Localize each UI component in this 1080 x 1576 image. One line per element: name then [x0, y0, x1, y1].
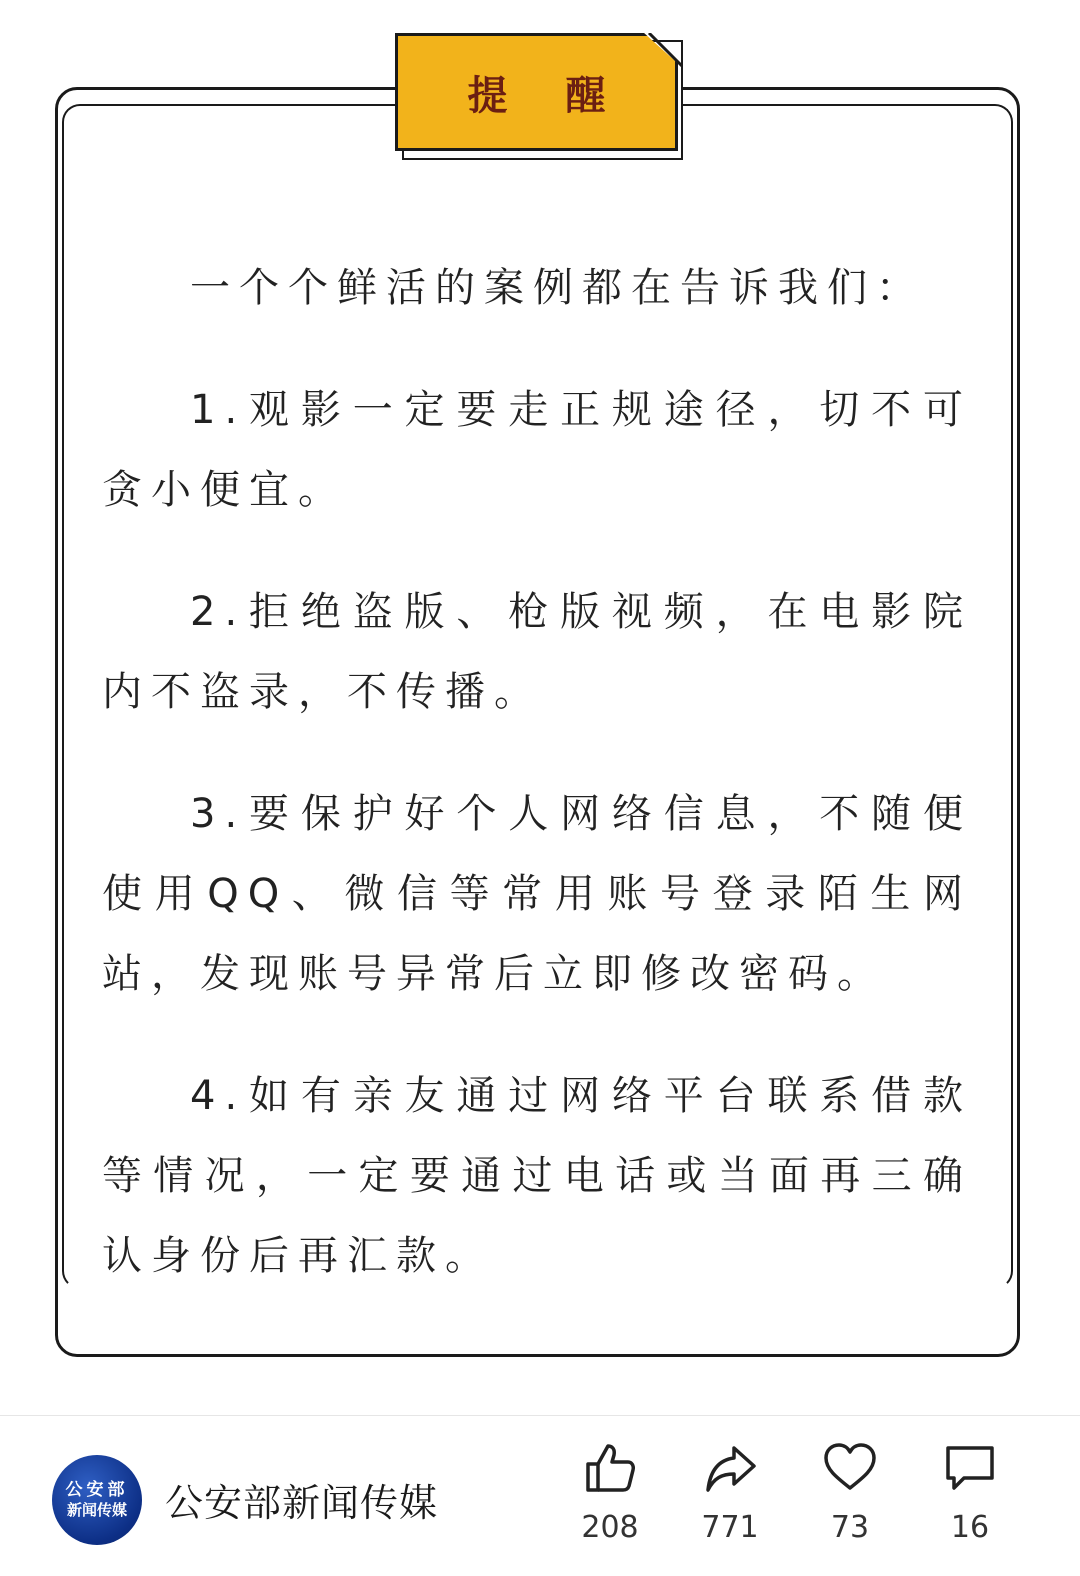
footer-divider [0, 1415, 1080, 1416]
avatar-text-line1: 公安部 [65, 1480, 129, 1500]
share-count: 771 [701, 1510, 759, 1545]
like-button[interactable] [560, 1440, 660, 1545]
favorite-count: 73 [830, 1510, 870, 1545]
thumbs-up-icon [582, 1440, 638, 1496]
account-name[interactable]: 公安部新闻传媒 [165, 1481, 439, 1525]
account-avatar[interactable] [52, 1455, 142, 1545]
share-icon [702, 1440, 758, 1496]
card-content [102, 248, 972, 1338]
share-button[interactable] [680, 1440, 780, 1545]
tip-2: 2.拒绝盗版、枪版视频，在电影院内不盗录，不传播。 [102, 589, 972, 715]
comment-icon [942, 1440, 998, 1496]
tip-3: 3.要保护好个人网络信息，不随便使用QQ、微信等常用账号登录陌生网站，发现账号异常后立即修改密码。 [102, 791, 972, 997]
favorite-button[interactable] [800, 1440, 900, 1545]
like-count: 208 [581, 1510, 639, 1545]
heart-icon [822, 1440, 878, 1496]
comment-count: 16 [950, 1510, 990, 1545]
comment-button[interactable] [920, 1440, 1020, 1545]
avatar-text-line2: 新闻传媒 [66, 1501, 127, 1519]
card-title: 提 醒 [467, 72, 628, 119]
card-intro: 一个个鲜活的案例都在告诉我们： [190, 265, 925, 311]
tip-4: 4.如有亲友通过网络平台联系借款等情况，一定要通过电话或当面再三确认身份后再汇款。 [102, 1073, 972, 1279]
tip-1: 1.观影一定要走正规途径，切不可贪小便宜。 [102, 387, 972, 513]
